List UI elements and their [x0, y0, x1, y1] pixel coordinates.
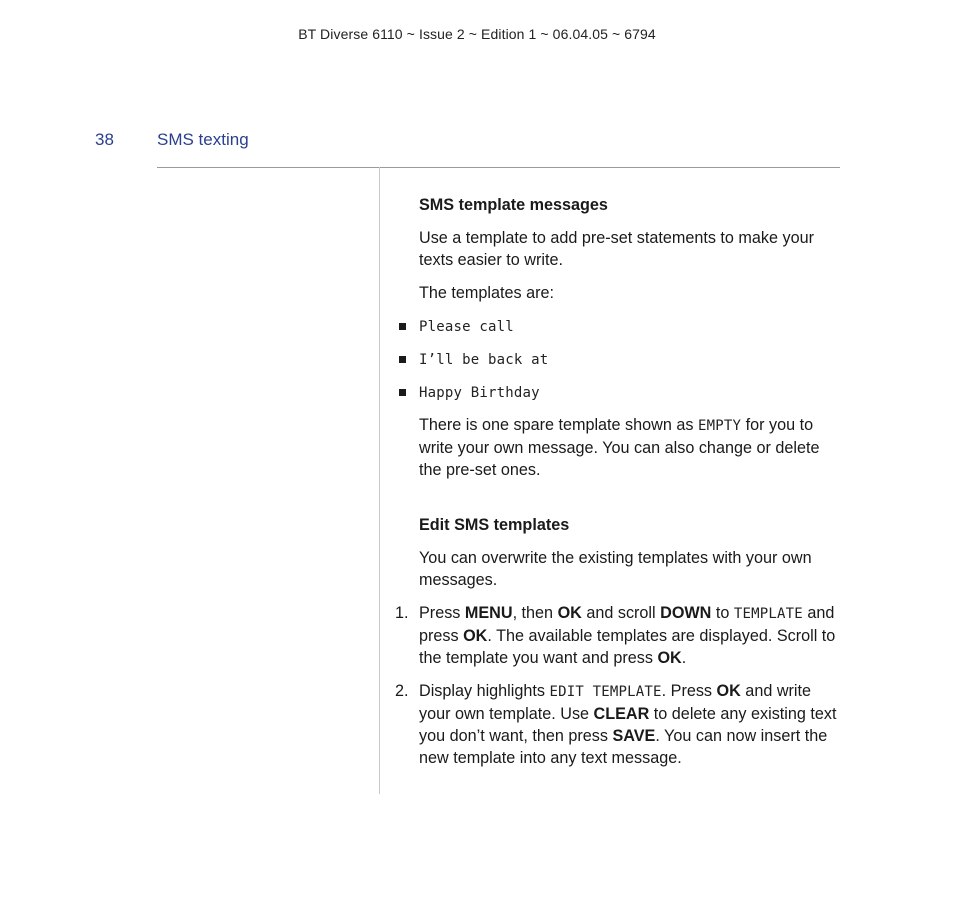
text-fragment: and press — [419, 604, 835, 645]
template-list — [419, 315, 837, 403]
lcd-template: TEMPLATE — [733, 606, 803, 622]
paragraph-templates-lead: The templates are: — [419, 284, 554, 302]
bullet-square-icon — [399, 323, 406, 330]
text-fragment: , then — [512, 604, 558, 622]
text-fragment: . You can now insert the new template into any text message. — [419, 727, 828, 767]
text-fragment: to delete any existing text you don’t want, then press — [419, 705, 837, 745]
key-down: DOWN — [660, 604, 712, 622]
key-ok: OK — [557, 604, 582, 622]
running-header: BT Diverse 6110 ~ Issue 2 ~ Edition 1 ~ 06.04.05 ~ 6794 — [298, 26, 656, 42]
step-number: 1. — [395, 604, 409, 622]
heading-edit-sms-templates: Edit SMS templates — [419, 516, 570, 534]
key-clear: CLEAR — [593, 705, 650, 723]
text-fragment: Press — [419, 604, 465, 622]
template-ill-be-back-at: I’ll be back at — [419, 352, 549, 368]
text-fragment: Display highlights — [419, 682, 550, 700]
section-title: SMS texting — [157, 130, 249, 149]
text-fragment: . Press — [661, 682, 717, 700]
text-fragment: and scroll — [581, 604, 661, 622]
paragraph-spare-template — [419, 414, 837, 481]
list-item — [419, 381, 837, 403]
text-fragment: for you to write your own message. You can also change or delete the pre-set ones. — [419, 416, 820, 479]
horizontal-rule — [157, 167, 840, 168]
template-please-call: Please call — [419, 319, 514, 335]
key-menu: MENU — [464, 604, 513, 622]
template-happy-birthday: Happy Birthday — [419, 385, 540, 401]
main-content — [395, 194, 837, 769]
key-ok: OK — [716, 682, 741, 700]
heading-sms-template-messages: SMS template messages — [419, 196, 608, 214]
vertical-rule — [379, 167, 380, 794]
list-item — [419, 348, 837, 370]
page-number: 38 — [95, 130, 114, 149]
text-fragment: . — [681, 649, 687, 667]
list-item — [419, 315, 837, 337]
key-save: SAVE — [612, 727, 656, 745]
step-1 — [395, 602, 837, 669]
text-fragment: There is one spare template shown as — [419, 416, 698, 434]
step-2 — [395, 680, 837, 769]
text-fragment: . The available templates are displayed. Scroll to the template you want and press — [419, 627, 836, 667]
steps-list — [395, 602, 837, 769]
paragraph-edit-intro: You can overwrite the existing templates with your own messages. — [419, 549, 812, 589]
lcd-empty: EMPTY — [697, 418, 742, 434]
bullet-square-icon — [399, 356, 406, 363]
key-ok: OK — [657, 649, 682, 667]
step-number: 2. — [395, 682, 409, 700]
text-fragment: and write your own template. Use — [419, 682, 811, 723]
lcd-edit-template: EDIT TEMPLATE — [549, 684, 662, 700]
paragraph-intro: Use a template to add pre-set statements to make your texts easier to write. — [419, 229, 814, 269]
bullet-square-icon — [399, 389, 406, 396]
text-fragment: to — [711, 604, 734, 622]
key-ok: OK — [463, 627, 488, 645]
